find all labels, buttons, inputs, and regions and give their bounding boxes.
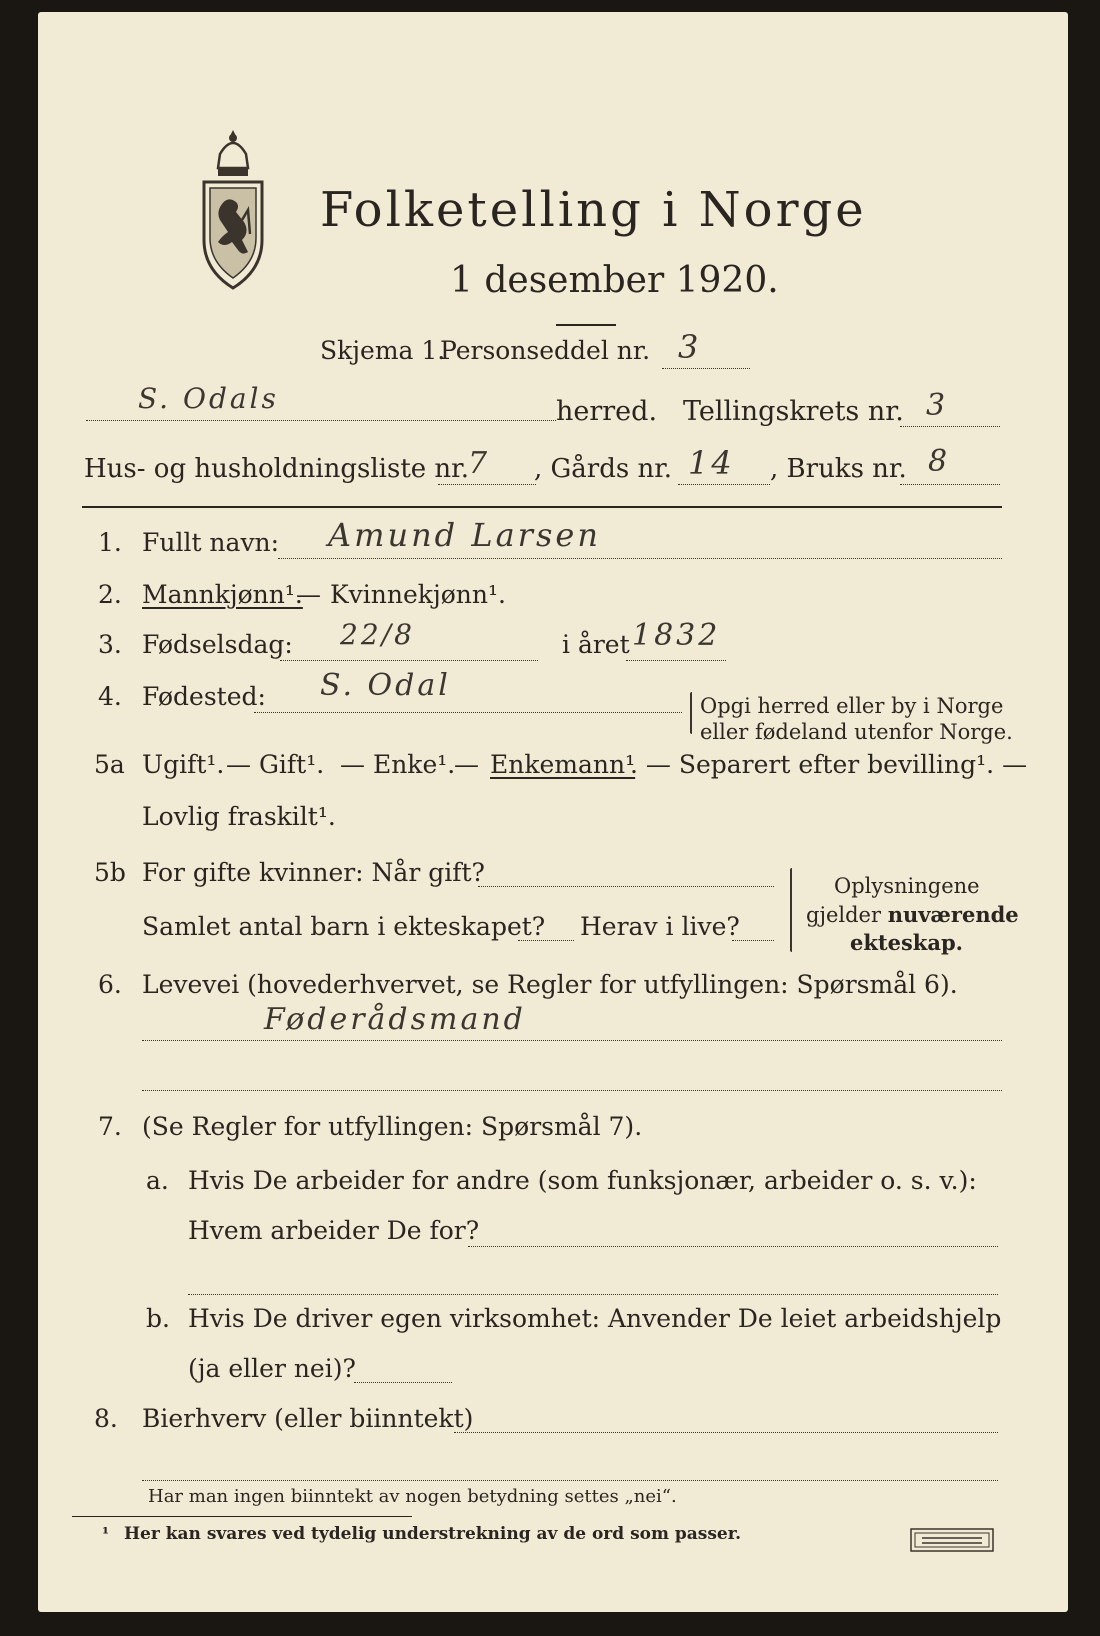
q6-field-line-1 <box>142 1040 1002 1041</box>
q7a-question: Hvis De arbeider for andre (som funksjonær, arbeider o. s. v.): <box>188 1166 977 1195</box>
q7b-field-line <box>354 1382 452 1383</box>
gards-label: , Gårds nr. <box>534 454 673 484</box>
census-date: 1 desember 1920. <box>450 260 779 301</box>
q3-label: Fødselsdag: <box>142 630 293 659</box>
q5b-note-line3: ekteskap. <box>850 930 963 955</box>
q5b-label-alive: Herav i live? <box>580 912 740 941</box>
q2-number: 2. <box>98 580 122 609</box>
q7b-question: Hvis De driver egen virksomhet: Anvender De leiet arbeidshjelp <box>188 1304 1002 1333</box>
q5a-ugift-option[interactable]: Ugift¹. <box>142 750 225 779</box>
q7a-question-2: Hvem arbeider De for? <box>188 1216 480 1245</box>
printer-stamp-icon <box>910 1528 994 1556</box>
q5a-gift-option[interactable]: — Gift¹. <box>226 750 325 779</box>
q5a-fraskilt-option[interactable]: Lovlig fraskilt¹. <box>142 802 336 831</box>
q5b-alive-field-line <box>732 940 774 941</box>
tellingskrets-label: Tellingskrets nr. <box>683 396 904 427</box>
q5b-children-field-line <box>518 940 574 941</box>
q4-note-line1: Opgi herred eller by i Norge <box>700 694 1004 718</box>
q5a-enkemann-option[interactable]: Enkemann¹ <box>490 750 636 779</box>
husholdningsliste-label: Hus- og husholdningsliste nr. <box>84 454 470 484</box>
schema-label: Skjema 1. <box>320 336 446 365</box>
personseddel-field-line <box>662 368 750 369</box>
q5b-note-gjelder: gjelder <box>806 903 888 927</box>
q8-field-line-2 <box>142 1480 998 1481</box>
q1-full-name[interactable]: Amund Larsen <box>328 516 601 554</box>
q4-label: Fødested: <box>142 682 266 711</box>
q4-note-line2: eller fødeland utenfor Norge. <box>700 720 1013 744</box>
q6-occupation[interactable]: Føderådsmand <box>264 1002 526 1037</box>
herred-field-line <box>86 420 556 421</box>
q5a-dash: — <box>454 750 479 779</box>
q5a-separert-option[interactable]: . — Separert efter bevilling¹. — <box>630 750 1028 779</box>
q7b-letter: b. <box>146 1304 170 1333</box>
q5a-enke-option[interactable]: — Enke¹. <box>340 750 456 779</box>
q6-field-line-2 <box>142 1090 1002 1091</box>
footnote-text: Her kan svares ved tydelig understrekning av de ord som passer. <box>124 1524 742 1544</box>
q5a-number: 5a <box>94 750 125 779</box>
q8-number: 8. <box>94 1404 118 1433</box>
q5b-note-line1: Oplysningene <box>834 874 980 898</box>
q3-year-field-line <box>626 660 726 661</box>
q4-field-line <box>254 712 682 713</box>
q3-number: 3. <box>98 630 122 659</box>
q4-brace <box>690 692 692 734</box>
q7a-field-line-2 <box>188 1294 998 1295</box>
q8-note: Har man ingen biinntekt av nogen betydning settes „nei“. <box>148 1486 677 1507</box>
q5b-brace <box>790 868 792 952</box>
tellingskrets-value[interactable]: 3 <box>926 388 949 423</box>
header-divider <box>82 506 1002 508</box>
bruks-field-line <box>900 484 1000 485</box>
q1-label: Fullt navn: <box>142 528 280 557</box>
gards-field-line <box>678 484 770 485</box>
q3-day-field-line <box>280 660 538 661</box>
title-divider <box>556 324 616 326</box>
q7b-question-2: (ja eller nei)? <box>188 1354 356 1383</box>
q2-female-option[interactable]: Kvinnekjønn¹. <box>330 580 506 609</box>
q7a-letter: a. <box>146 1166 169 1195</box>
q7a-field-line-1 <box>468 1246 998 1247</box>
census-form-sheet <box>38 12 1068 1612</box>
q6-number: 6. <box>98 970 122 999</box>
q3-birthday[interactable]: 22/8 <box>340 618 415 651</box>
q5b-number: 5b <box>94 858 126 887</box>
herred-value[interactable]: S. Odals <box>138 382 279 415</box>
q4-number: 4. <box>98 682 122 711</box>
form-title: Folketelling i Norge <box>320 182 867 238</box>
tellingskrets-field-line <box>900 426 1000 427</box>
q7-number: 7. <box>98 1112 122 1141</box>
footnote-divider <box>72 1516 412 1517</box>
q6-label: Levevei (hovederhvervet, se Regler for utfyllingen: Spørsmål 6). <box>142 970 958 999</box>
q5b-note-nuvaerende: nuværende <box>887 902 1019 927</box>
husholdningsliste-value[interactable]: 7 <box>468 446 491 481</box>
q3-birth-year[interactable]: 1832 <box>632 618 721 653</box>
herred-label: herred. <box>556 396 658 427</box>
q1-field-line <box>278 558 1002 559</box>
q7-label: (Se Regler for utfyllingen: Spørsmål 7). <box>142 1112 643 1141</box>
q3-year-label: i året <box>562 630 630 659</box>
q5b-label-children: Samlet antal barn i ekteskapet? <box>142 912 546 941</box>
q5b-note-line2 <box>806 902 1019 927</box>
coat-of-arms-icon <box>196 124 270 298</box>
q8-label: Bierhverv (eller biinntekt) <box>142 1404 474 1433</box>
q8-field-line-1 <box>454 1432 998 1433</box>
husholdningsliste-field-line <box>438 484 536 485</box>
q2-male-option[interactable]: Mannkjønn¹. <box>142 580 303 609</box>
personseddel-label: Personseddel nr. <box>440 336 651 365</box>
personseddel-value[interactable]: 3 <box>678 328 702 366</box>
q5b-married-field-line <box>478 886 774 887</box>
bruks-value[interactable]: 8 <box>928 444 951 479</box>
gards-value[interactable]: 14 <box>688 444 735 482</box>
q4-birthplace[interactable]: S. Odal <box>320 668 451 703</box>
bruks-label: , Bruks nr. <box>770 454 907 484</box>
q2-separator: — <box>296 580 321 609</box>
footnote-mark: ¹ <box>102 1524 110 1543</box>
q5b-label-married: For gifte kvinner: Når gift? <box>142 858 485 887</box>
q1-number: 1. <box>98 528 122 557</box>
